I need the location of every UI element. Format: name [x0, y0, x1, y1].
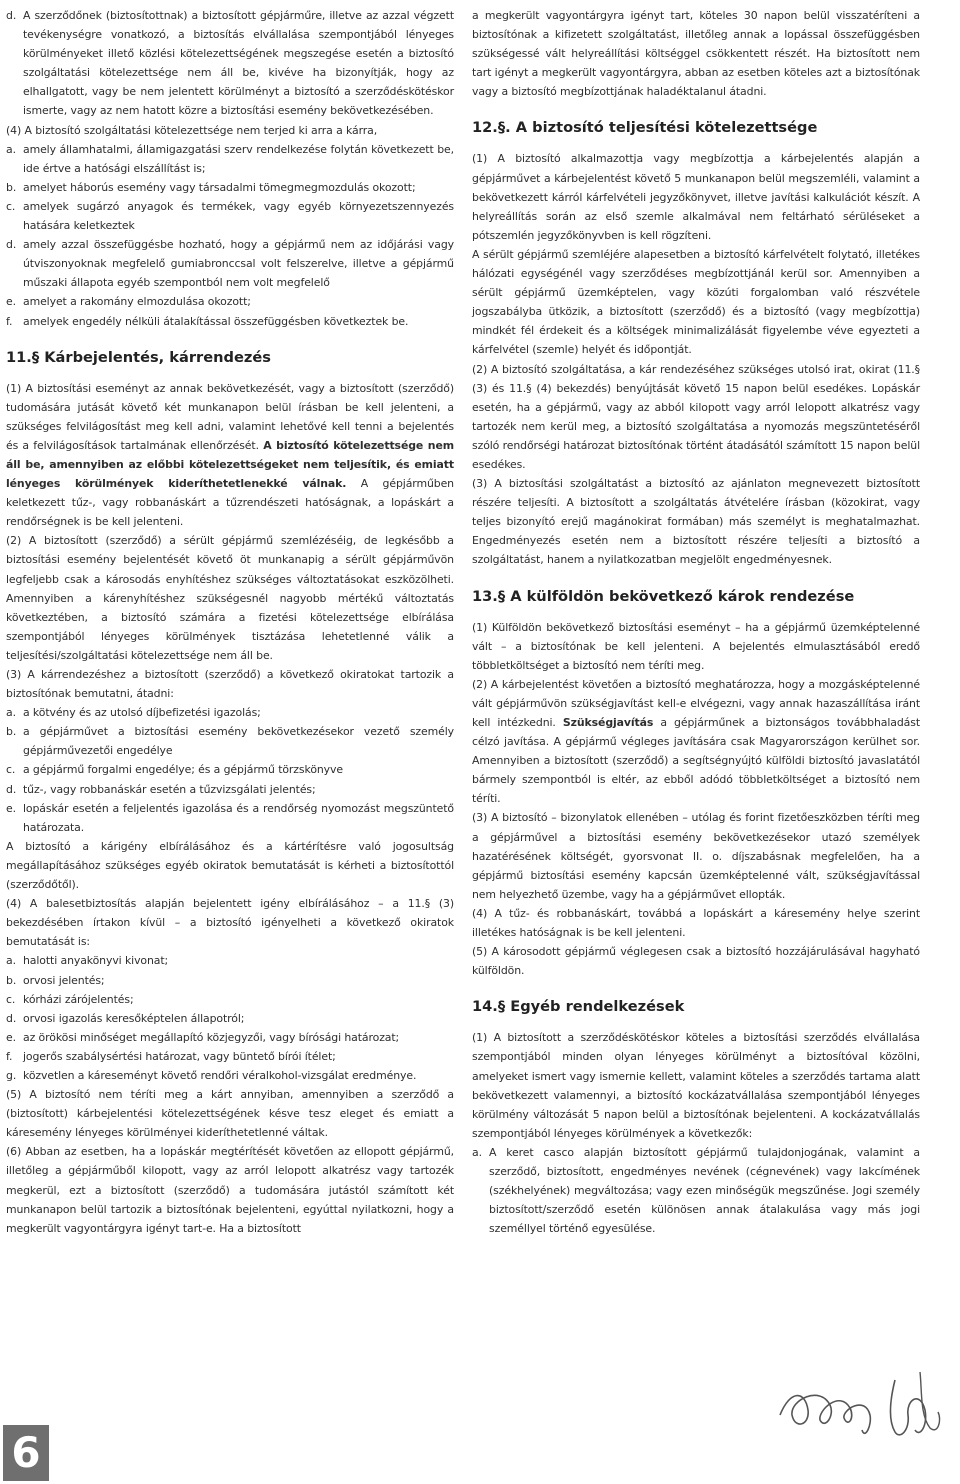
right-column [472, 6, 920, 1238]
paragraph-text: (1) A biztosítási eseményt az annak bekövetkezését, vagy a biztosított (szerződő) tudomására jutását követő két munkanapon belül írásban be kell jelenteni, a szükséges felvilágosítást meg kell adni, valamint lehetővé kell tenni a bejelentés és a felvilágosítások tartalmának ellenőrzését. [6, 381, 454, 452]
paragraph: (4) A balesetbiztosítás alapján bejelentett igény elbírálásához – a 11.§ (3) bekezdésében írtakon kívül – a biztosító igényelheti a következő okiratok bemutatását is: [6, 897, 454, 949]
list-item [6, 703, 454, 722]
list-item-label: e. [6, 295, 16, 309]
list-item-text: amelyet a rakomány elmozdulása okozott; [23, 295, 251, 309]
paragraph: (6) Abban az esetben, ha a lopáskár megtérítését követően az ellopott gépjármű, illetőleg a gépjárműből kilopott, vagy az arról lelopott alkatrész vagy tartozék megkerül, ezt a biztosított (szerződő) a tudomására jutástól számított két munkanapon belül tartozik a biztosítónak bejelenteni, egyúttal nyilatkozni, hogy a megkerült vagyontárgyra igényt tart-e. Ha a biztosított [6, 1145, 454, 1235]
list-item-text: amelyet háborús esemény vagy társadalmi tömegmegmozdulás okozott; [23, 180, 416, 194]
list-item [6, 178, 454, 197]
list-item-text: amely azzal összefüggésbe hozható, hogy a gépjármű nem az időjárási vagy útviszonyoknak megfelelő gumiabronccsal volt felszerelve, illetve a gépjármű műszaki állapota egyéb szempontból nem volt megfelelő [23, 238, 454, 290]
list-item [6, 197, 454, 235]
list-item-label: a. [472, 1145, 482, 1159]
paragraph: A sérült gépjármű szemléjére alapesetben a biztosító kárfelvételt folytató, illetékes hálózati egységénél vagy szerződéses megbízottjánál kerül sor. Amennyiben a sérült gépjármű üzemképtelen, vagy közúti forgalomban való részvétele jogszabályba ütközik, a biztosított (szerződő) és a biztosító (vagy megbízottja) mindkét fél érdekeit és a költségek minimalizálását figyelembe véve egyezteti a kárfelvétel (szemle) helyét és időpontját. [472, 247, 920, 357]
list-item [6, 6, 454, 121]
paragraph-text: a gépjárműnek a biztonságos továbbhaladást célzó javítása. A gépjármű végleges javítására csak Magyarországon kerülhet sor. Amennyiben a biztosított (szerződő) a segítségnyújtó külföldi biztosító javaslatától bármely szempontból is eltér, az ebből adódó többletköltséget a biztosító nem téríti. [472, 716, 920, 806]
left-column [6, 6, 454, 1238]
paragraph: (5) A biztosító nem téríti meg a kárt annyiban, amennyiben a szerződő a (biztosított) kárbejelentési kötelezettségének késve tesz eleget és emiatt a káresemény lényeges körülményei kideríthetetlenné váltak. [6, 1088, 454, 1140]
bold-text: A biztosító kötelezettsége nem áll be, amennyiben az előbbi kötelezettségeket nem teljesítik, és emiatt lényeges körülmények kideríthetetlenekké válnak. [6, 438, 454, 491]
list-item-text: A szerződőnek (biztosítottnak) a biztosított gépjárműre, illetve az azzal végzett tevékenységre vonatkozó, a biztosítás elvállalása szempontjából lényeges körülményeket illető közlési kötelezettségének megszegése esetén a biztosító szolgáltatási kötelezettsége nem áll be, kivéve ha bizonyítják, hogy az elhallgatott, vagy be nem jelentett körülményt a biztosító a szerződéskötéskor ismerte, vagy az nem hatott közre a biztosítási esemény bekövetkezésében. [23, 9, 454, 118]
paragraph: (5) A károsodott gépjármű véglegesen csak a biztosító hozzájárulásával hagyható külföldön. [472, 945, 920, 978]
paragraph: (2) A biztosító szolgáltatása, a kár rendezéséhez szükséges utolsó irat, okirat (11.§ (3) és 11.§ (4) bekezdés) benyújtását követő 15 napon belül esedékes. Lopáskár esetén, ha a gépjármű, vagy az abból kilopott vagy arról lelopott alkatrész vagy tartozék nem kerül meg, a biztosító szolgáltatása a nyomozás megszüntetéséről szóló rendőrségi határozat biztosítónak történt átadásától számított 15 napon belül esedékes. [472, 362, 920, 471]
list-item-label: g. [6, 1068, 17, 1082]
list-item [6, 951, 454, 970]
list-item-text: amelyek engedély nélküli átalakítással összefüggésben következtek be. [23, 314, 409, 328]
list-item-label: d. [6, 238, 17, 252]
list-item [6, 235, 454, 292]
paragraph: (4) A biztosító szolgáltatási kötelezettsége nem terjed ki arra a kárra, [6, 123, 378, 137]
list-item-text: lopáskár esetén a feljelentés igazolása és a rendőrség nyomozást megszüntető határozata. [23, 801, 454, 834]
list-item-label: d. [6, 9, 17, 22]
list-item-label: c. [6, 763, 16, 777]
list-item-label: b. [6, 973, 17, 987]
list-item-label: b. [6, 725, 17, 739]
list-item [6, 760, 454, 779]
paragraph: (3) A biztosítási szolgáltatást a biztosító az ajánlaton megnevezett biztosított részére teljesíti. A biztosított a szolgáltatás átvételére írásban (közokirat, vagy teljes bizonyító erejű magánokirat formában) más személyt is meghatalmazhat. Engedményezés esetén nem a biztosított részére teljesíti a biztosító a szolgáltatást, hanem a nyilatkozatban megjelölt engedményesnek. [472, 477, 920, 567]
list-item-label: a. [6, 142, 16, 156]
list-item [6, 292, 454, 311]
list-item-label: e. [6, 801, 16, 815]
paragraph: (3) A kárrendezéshez a biztosított (szerződő) a következő okiratokat tartozik a biztosítónak bemutatni, átadni: [6, 668, 454, 701]
list-item [6, 990, 454, 1009]
list-item-text: amelyek sugárzó anyagok és termékek, vagy egyéb környezetszennyezés hatására keletkeztek [23, 199, 454, 233]
list-item [6, 1028, 454, 1047]
paragraph [6, 379, 454, 532]
section-heading-11: 11.§ Kárbejelentés, kárrendezés [6, 348, 271, 366]
list-item-text: közvetlen a káreseményt követő rendőri véralkohol-vizsgálat eredménye. [23, 1068, 417, 1082]
list-item [6, 971, 454, 990]
list-item-text: tűz-, vagy robbanáskár esetén a tűzvizsgálati jelentés; [23, 782, 316, 796]
list-item-label: f. [6, 1049, 13, 1063]
handwritten-signature [770, 1360, 950, 1450]
list-item-label: a. [6, 954, 16, 968]
list-item [472, 1143, 920, 1238]
bold-text: Szükségjavítás [562, 716, 654, 729]
list-item [6, 722, 454, 760]
list-item [6, 799, 454, 837]
section-heading-14: 14.§ Egyéb rendelkezések [472, 998, 685, 1016]
list-item-label: b. [6, 180, 17, 194]
list-item-text: A keret casco alapján biztosított gépjármű tulajdonjogának, valamint a szerződő, biztosított, engedményes nevének (cégnevének) vagy lakcímének (székhelyének) megváltozása; vagy ezen minőségük megszűnése. Jogi személy biztosított/szerződő esetén különösen annak átalakulása vagy más jogi személlyel történő egyesülése. [489, 1145, 920, 1236]
paragraph-text: A gépjárműben keletkezett tűz-, vagy robbanáskárt a tűzrendészeti hatóságnak, a lopáskárt a rendőrségnek is be kell jelenteni. [6, 477, 454, 529]
list-item-text: jogerős szabálysértési határozat, vagy büntető bírói ítélet; [23, 1049, 336, 1063]
paragraph: A biztosító a kárigény elbírálásához és a kártérítésre való jogosultság megállapításához szükséges egyéb okiratok bemutatását is kérheti a biztosítottól (szerződőtől). [6, 839, 454, 892]
list-item [6, 1009, 454, 1028]
list-item-label: d. [6, 1011, 17, 1025]
paragraph: (1) A biztosító alkalmazottja vagy megbízottja a kárbejelentés alapján a gépjárművet a kárbejelentést követő 5 munkanapon belül megszemléli, valamint a bekövetkezett kárról kárfelvételi jegyzőkönyvet, illetve javítási kalkulációt készít. A helyreállítás során az első szemle alkalmával nem feltárható sérüléseket a pótszemlén jegyzőkönyvben is kell rögzíteni. [472, 152, 920, 242]
paragraph-text: (2) A kárbejelentést követően a biztosító meghatározza, hogy a mozgásképtelenné vált gépjárművön szükségjavítást kell-e elvégezni, vagy annak hazaszállítása iránt kell intézkedni. [472, 677, 920, 729]
list-item-label: c. [6, 199, 16, 213]
list-item [6, 312, 454, 331]
list-item-text: orvosi jelentés; [23, 973, 105, 987]
paragraph: a megkerült vagyontárgyra igényt tart, köteles 30 napon belül visszatéríteni a biztosítónak a kifizetett szolgáltatást, illetőleg annak a lopással összefüggésben szükségessé vált helyreállítási költséggel csökkentett részét. Ha biztosított nem tart igényt a megkerült vagyontárgyra, abban az esetben köteles azt a biztosítónak vagy a biztosító megbízottjának haladéktalanul átadni. [472, 9, 920, 99]
paragraph: (2) A biztosított (szerződő) a sérült gépjármű szemlézéséig, de legkésőbb a biztosítási esemény bejelentését követő öt munkanapig a sérült gépjárművön legfeljebb csak a károsodás enyhítéshez szükséges változtatásokat eszközölheti. Amennyiben a kárenyhítéshez szükségesnél nagyobb mértékű változtatás következtében, a biztosító számára a fizetési kötelezettsége elbírálása szempontjából lényeges körülmények tisztázása lehetetlenné válik a teljesítési/szolgáltatási kötelezettsége nem áll be. [6, 534, 454, 662]
list-item-text: amely államhatalmi, államigazgatási szerv rendelkezése folytán következett be, ide értve a hatósági elszállítást is; [23, 142, 454, 175]
page-number-badge: 6 [3, 1425, 49, 1481]
paragraph: (3) A biztosító – bizonylatok ellenében – utólag és forint fizetőeszközben téríti meg a gépjárművel a biztosítási esemény bekövetkezésekor utazó személyek hazatérésének költségét, gyorsvonat II. o. díjszabásnak megfelelően, ha a gépjármű biztosítási esemény kapcsán üzemképtelenné vált, szükségjavítással nem helyezhető üzembe, vagy ha a gépjárművet ellopták. [472, 811, 920, 901]
list-item [6, 780, 454, 799]
paragraph: (4) A tűz- és robbanáskárt, továbbá a lopáskárt a káresemény helye szerint illetékes hatóságnak is be kell jelenteni. [472, 906, 920, 940]
list-item-text: a kötvény és az utolsó díjbefizetési igazolás; [23, 706, 261, 720]
list-item-label: d. [6, 782, 17, 796]
list-item-label: c. [6, 992, 16, 1006]
section-heading-12: 12.§. A biztosító teljesítési kötelezettsége [472, 119, 818, 137]
paragraph: (1) Külföldön bekövetkező biztosítási eseményt – ha a gépjármű üzemképtelenné vált – a biztosítónak be kell jelenteni. A bejelentés elmulasztásából eredő többletköltséget a biztosító nem téríti meg. [472, 620, 920, 672]
list-item-label: a. [6, 706, 16, 720]
paragraph: (1) A biztosított a szerződéskötéskor köteles a biztosítási szerződés elvállalása szempontjából minden olyan lényeges körülményt a biztosítóval közölni, amelyeket ismert vagy ismernie kellett, valamint köteles a szerződés tartama alatt bekövetkezett valamennyi, a biztosító kockázatvállalása szempontjából lényeges körülmény változását 5 napon belül a biztosítónak bejelenteni. A kockázatvállalás szempontjából lényeges körülmények a következők: [472, 1031, 920, 1140]
list-item-text: a gépjárművet a biztosítási esemény bekövetkezésekor vezető személy gépjárművezetői engedélye [23, 725, 454, 758]
list-item [6, 1066, 454, 1085]
list-item-text: kórházi zárójelentés; [23, 992, 134, 1006]
list-item-text: az örökösi minőséget megállapító közjegyzői, vagy bírósági határozat; [23, 1030, 400, 1044]
list-item-text: halotti anyakönyvi kivonat; [23, 954, 169, 968]
paragraph [472, 675, 920, 809]
list-item [6, 1047, 454, 1066]
list-item-text: orvosi igazolás keresőképtelen állapotról; [23, 1011, 245, 1025]
list-item [6, 140, 454, 178]
list-item-text: a gépjármű forgalmi engedélye; és a gépjármű törzskönyve [23, 763, 343, 777]
list-item-label: f. [6, 314, 13, 328]
list-item-label: e. [6, 1030, 16, 1044]
section-heading-13: 13.§ A külföldön bekövetkező károk rendezése [472, 587, 855, 605]
